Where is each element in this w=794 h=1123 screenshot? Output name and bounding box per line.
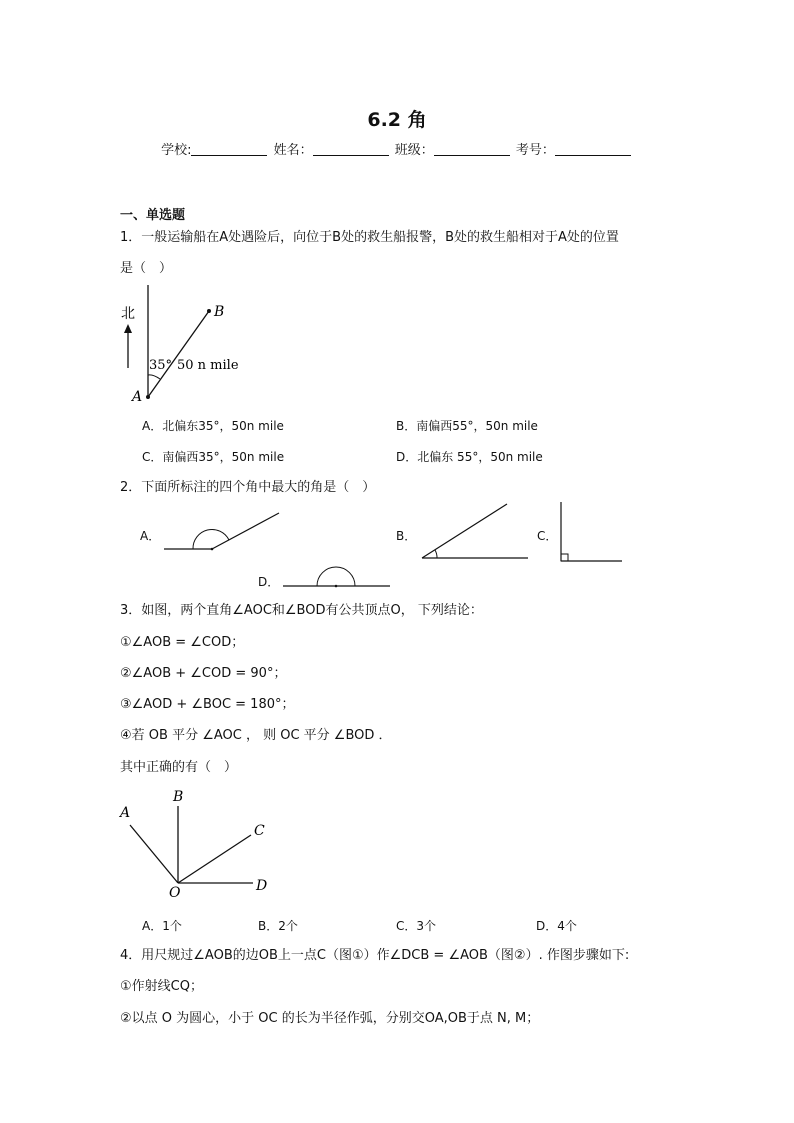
q3-statement-1: ①∠AOB = ∠COD； <box>120 635 245 650</box>
name-blank[interactable] <box>313 142 389 156</box>
q1-option-d[interactable]: D．北偏东 55°，50n mile <box>396 450 543 464</box>
q3-figure <box>115 785 280 900</box>
class-blank[interactable] <box>434 142 510 156</box>
school-blank[interactable] <box>191 142 267 156</box>
north-label: 北 <box>121 306 135 322</box>
q2-option-b[interactable]: B． <box>396 529 417 543</box>
q3-statement-3: ③∠AOD + ∠BOC = 180°； <box>120 697 295 712</box>
school-label: 学校: <box>161 143 192 158</box>
q4-stem: 4．用尺规过∠AOB的边OB上一点C（图①）作∠DCB = ∠AOB（图②）. 作图步骤如下: <box>120 948 630 963</box>
point-a-label: A <box>132 389 143 405</box>
page-title: 6.2 角 <box>367 109 427 131</box>
q3-statement-4: ④若 OB 平分 ∠AOC ， 则 OC 平分 ∠BOD ． <box>120 728 392 743</box>
q2-angle-c-figure <box>557 500 627 564</box>
point-b-label: B <box>214 304 225 320</box>
q2-option-d[interactable]: D． <box>258 575 280 589</box>
student-info-bar <box>0 139 794 158</box>
q2-option-c[interactable]: C． <box>537 529 558 543</box>
q1-option-b[interactable]: B．南偏西55°，50n mile <box>396 419 538 433</box>
q1-figure <box>115 280 255 405</box>
q2-option-a[interactable]: A． <box>140 529 161 543</box>
q3-point-c-label: C <box>254 823 265 839</box>
q2-angle-b-figure <box>418 500 533 562</box>
q1-option-a[interactable]: A．北偏东35°，50n mile <box>142 419 284 433</box>
q2-stem: 2．下面所标注的四个角中最大的角是（ ） <box>120 480 376 495</box>
q3-option-b[interactable]: B．2个 <box>258 919 298 933</box>
q1-stem-line1: 1．一般运输船在A处遇险后，向位于B处的救生船报警，B处的救生船相对于A处的位置 <box>120 230 619 245</box>
q2-angle-d-figure <box>280 564 395 590</box>
q3-point-o-label: O <box>169 885 181 900</box>
q3-option-d[interactable]: D．4个 <box>536 919 577 933</box>
q2-angle-a-figure <box>160 508 285 553</box>
q3-option-a[interactable]: A．1个 <box>142 919 182 933</box>
class-label: 班级： <box>394 143 434 158</box>
q1-stem-line2: 是（ ） <box>120 261 173 276</box>
north-arrow-icon <box>124 324 132 333</box>
q3-statement-2: ②∠AOB + ∠COD = 90°； <box>120 666 287 681</box>
section-heading: 一、单选题 <box>120 208 186 223</box>
q3-point-a-label: A <box>120 805 131 821</box>
q4-step-2: ②以点 O 为圆心，小于 OC 的长为半径作弧，分别交OA,OB于点 N, M； <box>120 1011 540 1026</box>
q3-question: 其中正确的有（ ） <box>120 760 238 775</box>
q3-stem: 3．如图，两个直角∠AOC和∠BOD有公共顶点O， 下列结论： <box>120 603 483 618</box>
q3-point-b-label: B <box>173 789 184 805</box>
q1-option-c[interactable]: C．南偏西35°，50n mile <box>142 450 285 464</box>
exam-number-label: 考号： <box>515 143 555 158</box>
angle-label: 35° <box>149 358 173 373</box>
q3-option-c[interactable]: C．3个 <box>396 919 437 933</box>
name-label: 姓名： <box>273 143 313 158</box>
distance-label: 50 n mile <box>177 358 239 373</box>
exam-number-blank[interactable] <box>555 142 631 156</box>
q3-point-d-label: D <box>256 878 268 894</box>
q4-step-1: ①作射线CQ； <box>120 979 203 994</box>
